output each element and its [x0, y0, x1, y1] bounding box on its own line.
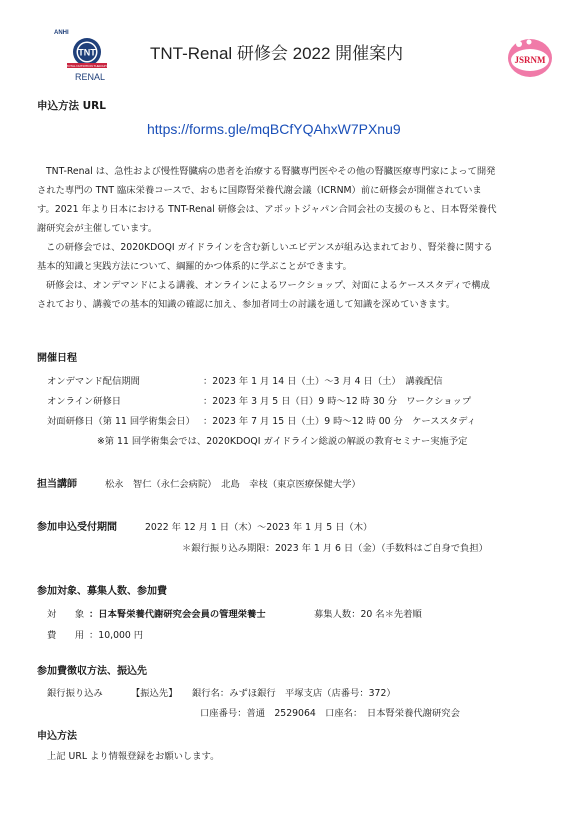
intro-paragraph-1 [37, 162, 557, 238]
schedule-value-online: ：2023 年 3 月 5 日（日）9 時～12 時 30 分 ワークショップ [203, 396, 472, 407]
schedule-label-inperson: 対面研修日（第 11 回学術集会日） [47, 416, 195, 427]
target-label: 対 象 [47, 609, 85, 620]
renal-logo-text: RENAL [74, 72, 106, 82]
intro-line: す。2021 年より日本における TNT-Renal 研修会は、アボットジャパン合同会社の支援のもと、日本腎栄養代 [37, 204, 497, 215]
payment-bracket-label: 【振込先】 [131, 688, 178, 699]
target-value: ：日本腎栄養代謝研究会会員の管理栄養士 [89, 609, 266, 620]
fee-value: ：10,000 円 [89, 630, 144, 641]
capacity-value: 募集人数：20 名＊先着順 [314, 609, 422, 620]
tnt-badge-text: TNT [78, 47, 96, 58]
tnt-ring-text: TOTAL NUTRITION THERAPY [66, 64, 108, 68]
jsrnm-logo [505, 36, 555, 80]
payment-method: 銀行振り込み [47, 688, 103, 699]
intro-line: 謝研究会が主催しています。 [37, 223, 158, 234]
intro-paragraph-3 [37, 276, 557, 314]
schedule-value-ondemand: ：2023 年 1 月 14 日（土）～3 月 4 日（土） 講義配信 [203, 376, 443, 387]
bank-name: 銀行名：みずほ銀行 平塚支店（店番号：372） [192, 688, 396, 699]
apply-heading: 申込方法 [37, 731, 77, 742]
instructor-names: 松永 智仁（永仁会病院） 北島 幸枝（東京医療保健大学） [105, 479, 361, 490]
application-form-link[interactable]: https://forms.gle/mqBCfYQAhxW7PXnu9 [147, 121, 401, 137]
schedule-heading: 開催日程 [37, 353, 77, 364]
intro-line: この研修会では、2020KDOQI ガイドラインを含む新しいエビデンスが組み込まれており、腎栄養に関する [46, 242, 493, 253]
schedule-value-inperson: ：2023 年 7 月 15 日（土）9 時～12 時 00 分 ケーススタディ [203, 416, 477, 427]
intro-line: されており、講義での基本的知識の確認に加え、参加者同士の討議を通して知識を深めていきます。 [37, 299, 456, 310]
bank-deadline-note: ＊銀行振り込み期限：2023 年 1 月 6 日（金）（手数料はご自身で負担） [182, 543, 488, 554]
application-period-heading: 参加申込受付期間 [37, 522, 117, 533]
instructor-heading: 担当講師 [37, 479, 77, 490]
schedule-note: ※第 11 回学術集会では、2020KDOQI ガイドライン総説の解説の教育セミナー実施予定 [97, 436, 468, 447]
intro-line: 研修会は、オンデマンドによる講義、オンラインによるワークショップ、対面によるケーススタディで構成 [46, 280, 490, 291]
url-section-heading: 申込方法 URL [37, 100, 106, 112]
tnt-renal-logo [48, 26, 118, 86]
fee-label: 費 用 [47, 630, 85, 641]
schedule-label-ondemand: オンデマンド配信期間 [47, 376, 140, 387]
page-title: TNT-Renal 研修会 2022 開催案内 [150, 44, 404, 63]
anhi-logo-text: ANHI [54, 30, 69, 36]
schedule-label-online: オンライン研修日 [47, 396, 122, 407]
jsrnm-logo-text: JSRNM [514, 55, 546, 65]
bank-account: 口座番号：普通 2529064 口座名： 日本腎栄養代謝研究会 [200, 708, 460, 719]
application-period-value: 2022 年 12 月 1 日（木）～2023 年 1 月 5 日（木） [145, 522, 373, 533]
intro-paragraph-2 [37, 238, 557, 276]
intro-line: された専門の TNT 臨床栄養コースで、おもに国際腎栄養代謝会議（ICRNM）前に研修会が開催されていま [37, 185, 482, 196]
intro-line: 基本的知識と実践方法について、綱羅的かつ体系的に学ぶことができます。 [37, 261, 352, 272]
payment-heading: 参加費徴収方法、振込先 [37, 666, 147, 677]
intro-line: TNT-Renal は、急性および慢性腎臓病の患者を治療する腎臓専門医やその他の腎臓医療専門家によって開発 [46, 166, 496, 177]
target-heading: 参加対象、募集人数、参加費 [37, 586, 167, 597]
apply-instructions: 上記 URL より情報登録をお願いします。 [47, 751, 220, 762]
